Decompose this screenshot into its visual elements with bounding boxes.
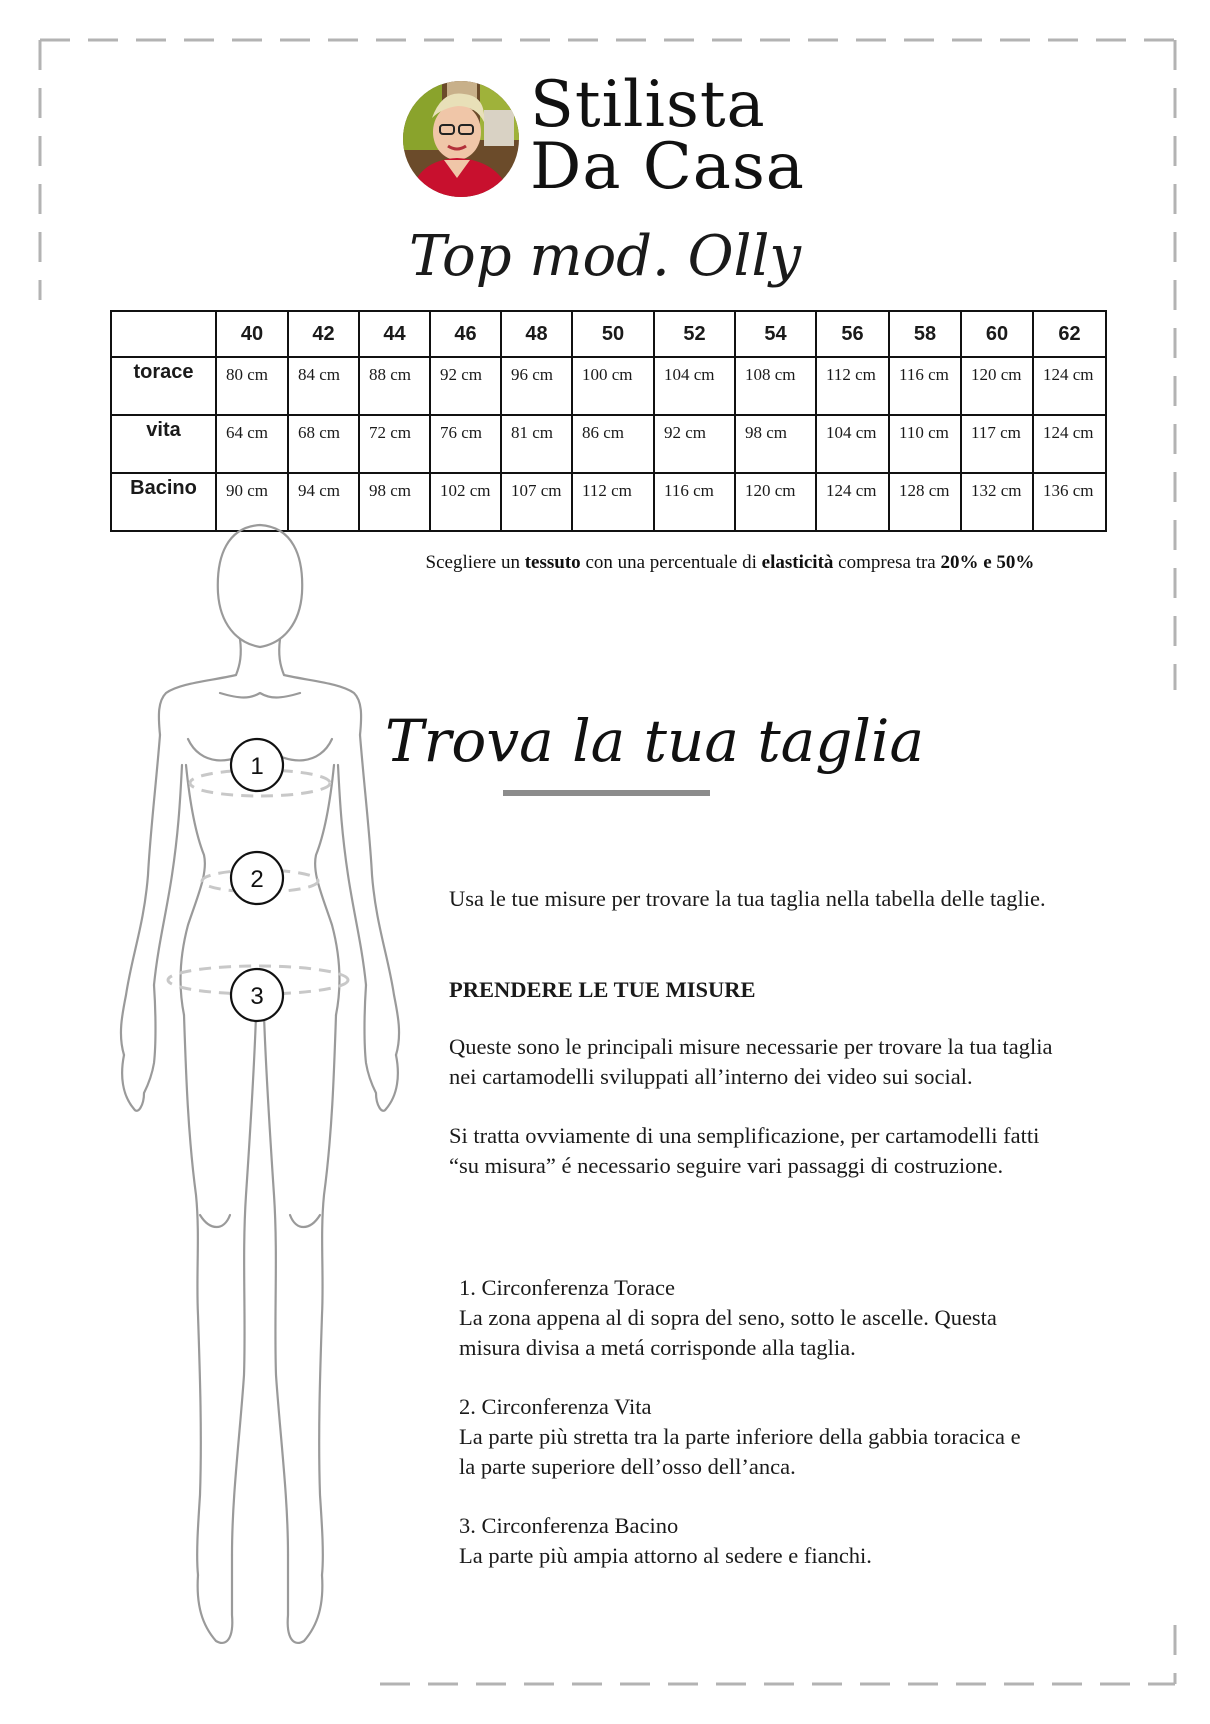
- product-title: Top mod. Olly: [409, 224, 801, 289]
- size-header: 52: [654, 311, 735, 357]
- table-cell: 124 cm: [1033, 357, 1106, 415]
- marker-1: 1: [250, 753, 264, 780]
- table-cell: 132 cm: [961, 473, 1033, 531]
- measurement-item-torace: [459, 1273, 1139, 1363]
- paragraph-line: Si tratta ovviamente di una semplificazione, per cartamodelli fatti: [449, 1123, 1040, 1148]
- marker-2: 2: [250, 866, 264, 893]
- size-table: [110, 310, 1107, 532]
- body-figure-illustration: [100, 515, 440, 1655]
- table-cell: 116 cm: [889, 357, 961, 415]
- fabric-note-bold: tessuto: [524, 552, 581, 573]
- table-cell: 76 cm: [430, 415, 501, 473]
- brand-logo-text: [530, 68, 805, 204]
- table-cell: 92 cm: [430, 357, 501, 415]
- table-cell: 72 cm: [359, 415, 430, 473]
- size-header: 50: [572, 311, 654, 357]
- table-cell: 68 cm: [288, 415, 359, 473]
- table-cell: 112 cm: [572, 473, 654, 531]
- paragraph-line: Queste sono le principali misure necessarie per trovare la tua taglia: [449, 1034, 1053, 1059]
- size-header: 48: [501, 311, 572, 357]
- size-header: 40: [216, 311, 288, 357]
- paragraph-line: nei cartamodelli sviluppati all’interno dei video sui social.: [449, 1064, 973, 1089]
- table-cell: 136 cm: [1033, 473, 1106, 531]
- intro-text: Usa le tue misure per trovare la tua taglia nella tabella delle taglie.: [449, 886, 1046, 911]
- section-heading: Trova la tua taglia: [385, 707, 925, 775]
- measurement-line: La parte più stretta tra la parte inferiore della gabbia toracica e: [459, 1424, 1021, 1449]
- row-label: Bacino: [111, 473, 216, 531]
- table-cell: 124 cm: [816, 473, 889, 531]
- measurement-line: misura divisa a metá corrisponde alla taglia.: [459, 1335, 856, 1360]
- table-cell: 98 cm: [735, 415, 816, 473]
- table-cell: 84 cm: [288, 357, 359, 415]
- size-header: 54: [735, 311, 816, 357]
- brand-line-2: Da Casa: [530, 130, 805, 204]
- table-cell: 98 cm: [359, 473, 430, 531]
- table-cell: 90 cm: [216, 473, 288, 531]
- table-cell: 104 cm: [654, 357, 735, 415]
- measurement-title: 2. Circonferenza Vita: [459, 1394, 652, 1419]
- size-header-row: [111, 311, 1106, 357]
- fabric-note-bold: elasticità: [761, 552, 834, 573]
- table-cell: 94 cm: [288, 473, 359, 531]
- size-header: 42: [288, 311, 359, 357]
- table-cell: 102 cm: [430, 473, 501, 531]
- logo-portrait-photo: [402, 80, 520, 198]
- table-cell: 112 cm: [816, 357, 889, 415]
- table-cell: 124 cm: [1033, 415, 1106, 473]
- paragraph-line: “su misura” é necessario seguire vari passaggi di costruzione.: [449, 1153, 1004, 1178]
- table-cell: 116 cm: [654, 473, 735, 531]
- size-header: 46: [430, 311, 501, 357]
- table-cell: 92 cm: [654, 415, 735, 473]
- table-cell: 86 cm: [572, 415, 654, 473]
- heading-underline: [503, 790, 710, 796]
- row-label: torace: [111, 357, 216, 415]
- table-cell: 64 cm: [216, 415, 288, 473]
- marker-3: 3: [250, 983, 264, 1010]
- table-cell: 128 cm: [889, 473, 961, 531]
- table-cell: 80 cm: [216, 357, 288, 415]
- table-cell: 110 cm: [889, 415, 961, 473]
- table-cell: 117 cm: [961, 415, 1033, 473]
- measurement-item-bacino: [459, 1511, 1139, 1571]
- table-cell: 107 cm: [501, 473, 572, 531]
- row-label: vita: [111, 415, 216, 473]
- table-row-vita: [111, 415, 1106, 473]
- table-cell: 108 cm: [735, 357, 816, 415]
- fabric-note-text: Scegliere un: [425, 552, 525, 573]
- size-header: 56: [816, 311, 889, 357]
- table-cell: 100 cm: [572, 357, 654, 415]
- measurement-line: La zona appena al di sopra del seno, sotto le ascelle. Questa: [459, 1305, 997, 1330]
- paragraph-2: [449, 1121, 1149, 1181]
- table-cell: 104 cm: [816, 415, 889, 473]
- size-header: 44: [359, 311, 430, 357]
- table-cell: 120 cm: [961, 357, 1033, 415]
- measurement-line: la parte superiore dell’osso dell’anca.: [459, 1454, 796, 1479]
- fabric-note-text: compresa tra: [833, 552, 941, 573]
- table-row-torace: [111, 357, 1106, 415]
- measurement-line: La parte più ampia attorno al sedere e fianchi.: [459, 1543, 872, 1568]
- measurement-title: 1. Circonferenza Torace: [459, 1275, 676, 1300]
- measure-heading: PRENDERE LE TUE MISURE: [449, 977, 756, 1002]
- size-header: 62: [1033, 311, 1106, 357]
- table-cell: 81 cm: [501, 415, 572, 473]
- size-header: 60: [961, 311, 1033, 357]
- corner-cell: [111, 311, 216, 357]
- table-cell: 96 cm: [501, 357, 572, 415]
- size-header: 58: [889, 311, 961, 357]
- table-cell: 120 cm: [735, 473, 816, 531]
- measurement-title: 3. Circonferenza Bacino: [459, 1513, 679, 1538]
- table-cell: 88 cm: [359, 357, 430, 415]
- paragraph-1: [449, 1032, 1149, 1092]
- brand-line-1: Stilista: [530, 68, 766, 142]
- fabric-note-bold: 20% e 50%: [940, 552, 1035, 573]
- measurement-item-vita: [459, 1392, 1139, 1482]
- fabric-note-text: con una percentuale di: [580, 552, 762, 573]
